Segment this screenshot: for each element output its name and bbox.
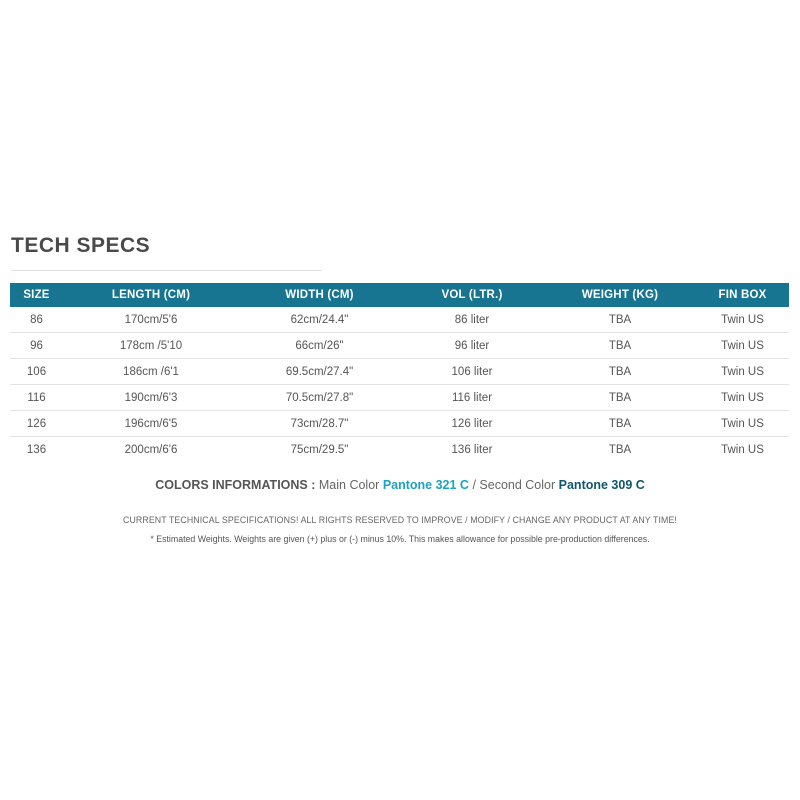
table-row	[10, 437, 789, 463]
cell-length: 178cm /5'10	[63, 333, 239, 359]
colors-separator: /	[472, 478, 476, 492]
cell-fin-box: Twin US	[696, 385, 789, 411]
second-color-pantone: Pantone 309 C	[558, 478, 645, 492]
cell-size: 116	[10, 385, 63, 411]
header-fin-box: FIN BOX	[696, 283, 789, 307]
cell-volume: 106 liter	[400, 359, 544, 385]
tech-specs-table	[10, 283, 789, 462]
section-title: TECH SPECS	[11, 234, 151, 257]
cell-width: 75cm/29.5"	[290, 443, 349, 456]
cell-fin-box: Twin US	[696, 307, 789, 333]
cell-size: 96	[10, 333, 63, 359]
disclaimer-text: CURRENT TECHNICAL SPECIFICATIONS! ALL RIGHTS RESERVED TO IMPROVE / MODIFY / CHANGE ANY PRODUCT AT ANY TIME!	[123, 515, 677, 525]
header-weight: WEIGHT (KG)	[544, 283, 696, 307]
header-size: SIZE	[10, 283, 63, 307]
cell-length: 186cm /6'1	[63, 359, 239, 385]
second-color-label: Second Color	[479, 478, 556, 492]
cell-width: 69.5cm/27.4"	[239, 359, 400, 385]
cell-size: 86	[10, 307, 63, 333]
cell-width: 62cm/24.4"	[239, 307, 400, 333]
cell-size: 136	[26, 443, 47, 456]
cell-length: 200cm/6'6	[124, 443, 178, 456]
colors-information	[0, 478, 800, 492]
cell-volume: 86 liter	[400, 307, 544, 333]
header-width: WIDTH (CM)	[239, 283, 400, 307]
table-row	[10, 333, 789, 359]
cell-volume: 116 liter	[400, 385, 544, 411]
title-divider	[11, 270, 322, 271]
cell-weight: TBA	[544, 307, 696, 333]
colors-label: COLORS INFORMATIONS :	[155, 478, 316, 492]
header-length: LENGTH (CM)	[63, 283, 239, 307]
main-color-pantone: Pantone 321 C	[382, 478, 469, 492]
cell-fin-box: Twin US	[721, 443, 764, 456]
cell-width: 66cm/26"	[239, 333, 400, 359]
cell-width: 70.5cm/27.8"	[239, 385, 400, 411]
cell-volume: 96 liter	[400, 333, 544, 359]
cell-width: 73cm/28.7"	[239, 411, 400, 437]
cell-weight: TBA	[544, 359, 696, 385]
cell-size: 126	[10, 411, 63, 437]
cell-fin-box: Twin US	[696, 359, 789, 385]
header-volume: VOL (LTR.)	[400, 283, 544, 307]
table-row	[10, 307, 789, 333]
table-row	[10, 411, 789, 437]
cell-weight: TBA	[608, 443, 632, 456]
weight-footnote: * Estimated Weights. Weights are given (+) plus or (-) minus 10%. This makes allowance for possible pre-production differences.	[150, 534, 650, 544]
cell-weight: TBA	[544, 333, 696, 359]
cell-volume: 136 liter	[451, 443, 493, 456]
cell-weight: TBA	[544, 385, 696, 411]
cell-volume: 126 liter	[400, 411, 544, 437]
cell-size: 106	[10, 359, 63, 385]
table-row	[10, 359, 789, 385]
cell-fin-box: Twin US	[696, 333, 789, 359]
table-header-row	[10, 283, 789, 307]
table-row	[10, 385, 789, 411]
cell-length: 170cm/5'6	[63, 307, 239, 333]
cell-length: 196cm/6'5	[63, 411, 239, 437]
main-color-label: Main Color	[318, 478, 380, 492]
cell-fin-box: Twin US	[696, 411, 789, 437]
cell-weight: TBA	[544, 411, 696, 437]
cell-length: 190cm/6'3	[63, 385, 239, 411]
